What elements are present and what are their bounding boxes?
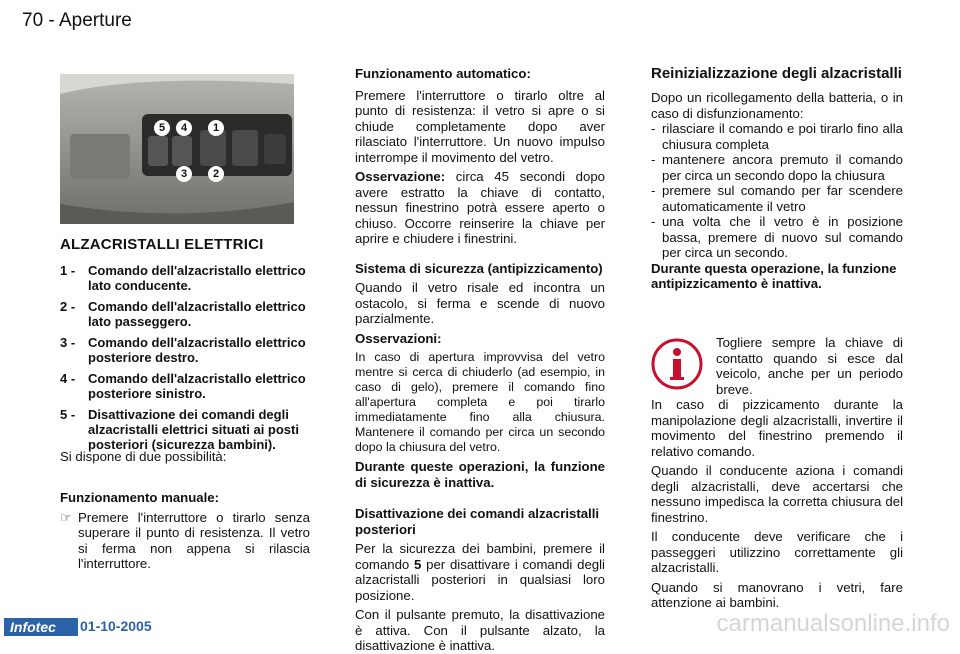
photo-label-3: 3 (176, 166, 192, 182)
paragraph: Quando il conducente aziona i comandi degli alzacristalli, deve accertarsi che nessuno impedisca la corretta chiusura del finestrino. (651, 463, 903, 525)
item-number: 3 - (60, 335, 76, 350)
list-item: - mantenere ancora premuto il comando per circa un secondo dopo la chiusura (651, 152, 903, 183)
item-text: Comando dell'alzacristallo elettrico lato passeggero. (88, 299, 306, 329)
page-title: Aperture (58, 10, 132, 31)
control-list (60, 263, 310, 458)
watermark: carmanualsonline.info (716, 610, 950, 637)
list-item: - una volta che il vetro è in posizione bassa, premere di nuovo sul comando per circa un secondo. (651, 214, 903, 260)
page-number: 70 (22, 10, 44, 31)
item-text: Comando dell'alzacristallo elettrico posteriore destro. (88, 335, 306, 365)
pointing-hand-icon: ☞ (60, 509, 72, 525)
rear-text-2: Con il pulsante premuto, la disattivazione è attiva. Con il pulsante alzato, la disattivazione è inattiva. (355, 607, 605, 653)
paragraph: Il conducente deve verificare che i passeggeri utilizzino correttamente gli alzacristalli. (651, 529, 903, 575)
item-text: Comando dell'alzacristallo elettrico lato conducente. (88, 263, 306, 293)
intro-text: Si dispone di due possibilità: (60, 449, 227, 464)
safety-title: Sistema di sicurezza (antipizzicamento) (355, 260, 603, 276)
photo-label-1: 1 (208, 120, 224, 136)
list-item (60, 371, 310, 401)
reset-steps (651, 121, 903, 261)
rear-text-b: per disattivare i comandi degli alzacristalli posteriori in qualsiasi loro posizione. (355, 556, 605, 603)
rear-title: Disattivazione dei comandi alzacristalli posteriori (355, 506, 600, 537)
middle-column (355, 66, 605, 654)
observations-text: In caso di apertura improvvisa del vetro mentre si cerca di chiuderlo (ad esempio, in caso di gelo), premere il comando fino all'apertura completa e poi tirarlo immediatamente fino alla chiusura. Mantenere il comando per circa un secondo dopo la chiusura del vetro. (355, 350, 605, 454)
auto-text: Premere l'interruttore o tirarlo oltre al punto di resistenza: il vetro si apre o si chiude completamente dopo aver rilasciato l'interruttore. Un nuovo impulso interrompe il movimento del vetro. (355, 87, 605, 165)
rear-text-a: Per la sicurezza dei bambini, premere il comando (355, 541, 605, 572)
page-header (22, 10, 132, 32)
safety-inactive-note: Durante queste operazioni, la funzione di sicurezza è inattiva. (355, 459, 605, 490)
auto-title: Funzionamento automatico: (355, 66, 531, 81)
item-number: 4 - (60, 371, 76, 386)
manual-title: Funzionamento manuale: (60, 490, 219, 505)
right-paragraphs (651, 397, 903, 611)
photo-label-5: 5 (154, 120, 170, 136)
item-text: Disattivazione dei comandi degli alzacristalli elettrici situati ai posti posteriori (sicurezza bambini). (88, 407, 299, 452)
infotec-logo: Infotec (4, 618, 78, 636)
observation-text: circa 45 secondi dopo avere estratto la chiave di contatto, nessun finestrino potrà essere aperto o chiuso. Occorre reinserire la chiave per aprire e chiudere i finestrini. (355, 169, 605, 246)
photo-label-4: 4 (176, 120, 192, 136)
item-number: 5 - (60, 407, 76, 422)
observation-label: Osservazione: (355, 169, 446, 184)
paragraph: Quando si manovrano i vetri, fare attenzione ai bambini. (651, 579, 903, 610)
reset-title: Reinizializzazione degli alzacristalli (651, 65, 902, 82)
window-switch-photo (60, 74, 294, 224)
list-item (60, 407, 310, 452)
manual-text: Premere l'interruttore o tirarlo senza superare il punto di resistenza. Il vetro si ferma non appena si rilascia l'interruttore. (78, 509, 310, 571)
right-column (651, 66, 903, 292)
list-item (60, 263, 310, 293)
list-item (60, 335, 310, 365)
list-item: - premere sul comando per far scendere automaticamente il vetro (651, 183, 903, 214)
header-separator: - (48, 10, 55, 31)
observations-title: Osservazioni: (355, 330, 442, 346)
info-icon (650, 337, 704, 391)
section-title: ALZACRISTALLI ELETTRICI (60, 236, 264, 253)
info-text: Togliere sempre la chiave di contatto quando si esce dal veicolo, anche per un periodo breve. (716, 335, 903, 397)
rear-button-number: 5 (414, 556, 422, 572)
item-number: 1 - (60, 263, 76, 278)
paragraph: In caso di pizzicamento durante la manipolazione degli alzacristalli, invertire il movimento del finestrino premendo il relativo comando. (651, 397, 903, 459)
reset-intro: Dopo un ricollegamento della batteria, o in caso di disfunzionamento: (651, 90, 903, 121)
list-item (60, 299, 310, 329)
manual-bullet-item (60, 510, 310, 572)
photo-label-2: 2 (208, 166, 224, 182)
item-text: Comando dell'alzacristallo elettrico posteriore sinistro. (88, 371, 306, 401)
item-number: 2 - (60, 299, 76, 314)
footer-date: 01-10-2005 (80, 618, 152, 634)
reset-inactive-note: Durante questa operazione, la funzione antipizzicamento è inattiva. (651, 260, 897, 291)
safety-text: Quando il vetro risale ed incontra un ostacolo, si ferma e scende di nuovo parzialmente. (355, 280, 605, 326)
list-item: - rilasciare il comando e poi tirarlo fino alla chiusura completa (651, 121, 903, 152)
